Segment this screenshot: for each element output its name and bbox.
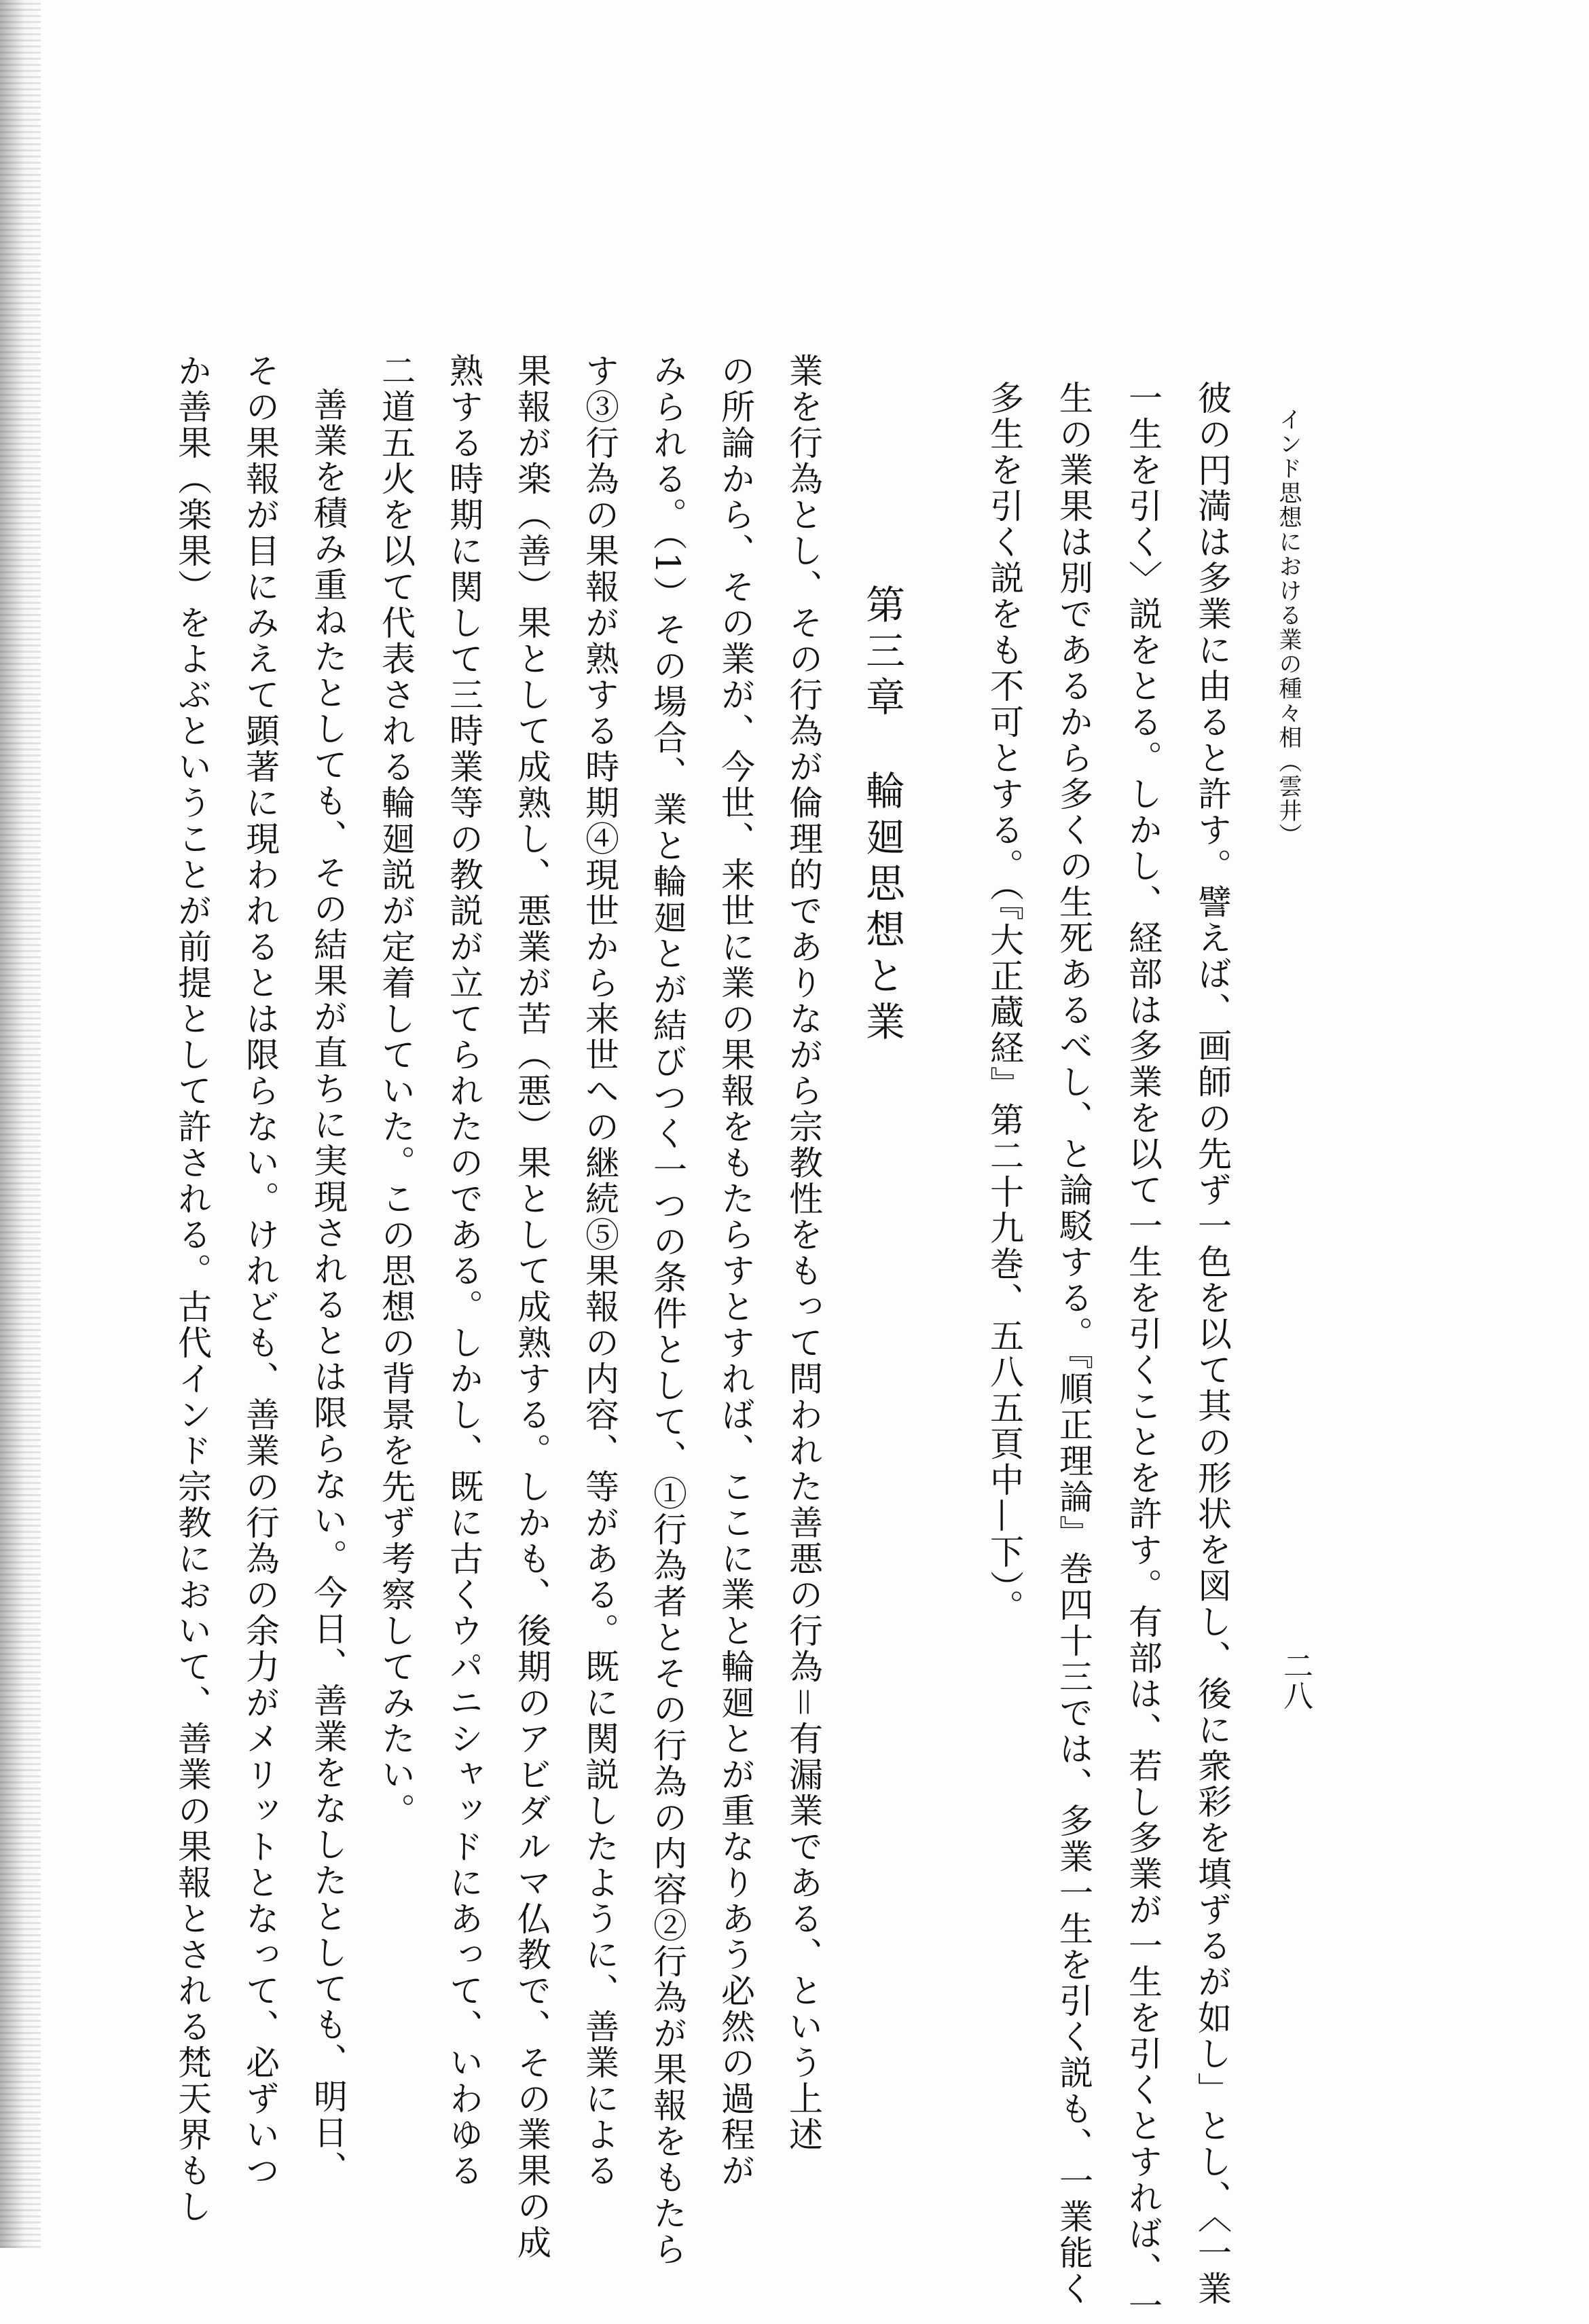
footnote-line: 彼の円満は多業に由ると許す。譬えば、画師の先ず一色を以て其の形状を図し、後に衆彩を填ずるが如し」とし、〈一業 xyxy=(1192,380,1232,2307)
body-line: か善果（楽果）をよぶということが前提として許される。古代インド宗教において、善業の果報とされる梵天界もし xyxy=(172,353,212,2225)
running-head: インド思想における業の種々相（雲井） xyxy=(1275,407,1302,848)
body-line: みられる。（1）その場合、業と輪廻とが結びつく一つの条件として、①行為者とその行為の内容②行為が果報をもたら xyxy=(648,353,687,2268)
scan-edge-shadow xyxy=(0,0,41,2248)
chapter-number: 第三章 xyxy=(859,584,905,723)
body-line: 善業を積み重ねたとしても、その結果が直ちに実現されるとは限らない。今日、善業をなしたとしても、明日、 xyxy=(308,387,348,2187)
chapter-heading xyxy=(859,584,905,1047)
footnote-line: 一生を引く〉説をとる。しかし、経部は多業を以て一生を引くことを許す。有部は、若し多業が一生を引くとすれば、一 xyxy=(1123,380,1163,2324)
body-line: 果報が楽（善）果として成熟し、悪業が苦（悪）果として成熟する。しかも、後期のアビダルマ仏教で、その業果の成 xyxy=(512,353,551,2261)
chapter-title: 輪廻思想と業 xyxy=(859,770,905,1047)
body-line: 二道五火を以て代表される輪廻説が定着していた。この思想の背景を先ず考察してみたい。 xyxy=(376,353,416,1829)
body-line: 熟する時期に関して三時業等の教説が立てられたのである。しかし、既に古くウパニシャッドにあって、いわゆる xyxy=(444,353,483,2189)
body-line: 業を行為とし、その行為が倫理的でありながら宗教性をもって問われた善悪の行為＝有漏業である、という上述 xyxy=(784,353,823,2153)
text-block xyxy=(172,353,1297,2324)
page-number: 二八 xyxy=(1278,1650,1313,1710)
body-line: の所論から、その業が、今世、来世に業の果報をもたらすとすれば、ここに業と輪廻とが重なりあう必然の過程が xyxy=(716,353,755,2189)
body-line: その果報が目にみえて顕著に現われるとは限らない。けれども、善業の行為の余力がメリットとなって、必ずいつ xyxy=(240,353,280,2189)
footnote-line: 生の業果は別であるから多くの生死あるべし、と論駁する。『順正理論』巻四十三では、多業一生を引く説も、一業能く xyxy=(1054,380,1093,2307)
body-line: す③行為の果報が熟する時期④現世から来世への継続⑤果報の内容、等がある。既に関説したように、善業による xyxy=(580,353,619,2189)
footnote-line: 多生を引く説をも不可とする。（『大正蔵経』第二十九巻、五八五頁中—下）。 xyxy=(985,380,1024,1625)
